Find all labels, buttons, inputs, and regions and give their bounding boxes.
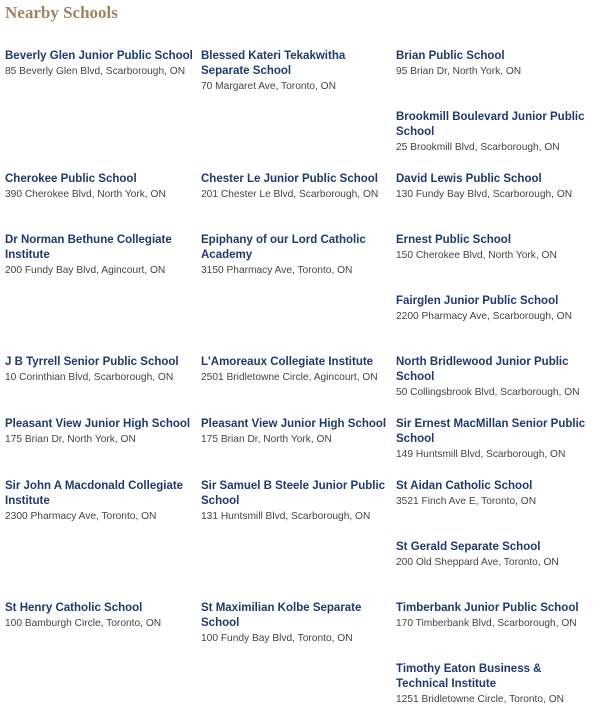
school-name-link[interactable]: Fairglen Junior Public School [396, 295, 559, 307]
school-address: 1251 Bridletowne Circle, Toronto, ON [396, 694, 564, 705]
school-address: 175 Brian Dr, North York, ON [201, 434, 332, 445]
school-item [201, 355, 393, 385]
school-item [5, 172, 197, 202]
school-item [396, 540, 588, 570]
school-name-link[interactable]: Dr Norman Bethune Collegiate Institute [5, 234, 172, 261]
school-address: 85 Beverly Glen Blvd, Scarborough, ON [5, 66, 186, 77]
school-address: 2200 Pharmacy Ave, Scarborough, ON [396, 311, 572, 322]
school-address: 25 Brookmill Blvd, Scarborough, ON [396, 142, 560, 153]
school-address: 100 Fundy Bay Blvd, Toronto, ON [201, 633, 353, 644]
school-address: 200 Fundy Bay Blvd, Agincourt, ON [5, 265, 166, 276]
school-name-link[interactable]: J B Tyrrell Senior Public School [5, 356, 179, 368]
school-name-link[interactable]: Brian Public School [396, 50, 505, 62]
school-name-link[interactable]: St Maximilian Kolbe Separate School [201, 602, 362, 629]
school-name-link[interactable]: Brookmill Boulevard Junior Public School [396, 111, 585, 138]
school-address: 390 Cherokee Blvd, North York, ON [5, 189, 166, 200]
school-item [5, 417, 197, 447]
school-name-link[interactable]: St Henry Catholic School [5, 602, 143, 614]
school-address: 70 Margaret Ave, Toronto, ON [201, 81, 336, 92]
school-item [396, 172, 588, 202]
school-item [5, 479, 197, 524]
school-address: 149 Huntsmill Blvd, Scarborough, ON [396, 449, 566, 460]
school-name-link[interactable]: Cherokee Public School [5, 173, 137, 185]
school-item [396, 479, 588, 509]
school-name-link[interactable]: David Lewis Public School [396, 173, 542, 185]
school-item [5, 355, 197, 385]
school-item [5, 49, 197, 79]
school-address: 100 Bamburgh Circle, Toronto, ON [5, 618, 162, 629]
school-name-link[interactable]: Pleasant View Junior High School [5, 418, 191, 430]
school-item [396, 662, 588, 707]
school-item [396, 355, 588, 400]
school-address: 3150 Pharmacy Ave, Toronto, ON [201, 265, 353, 276]
school-item [396, 417, 588, 462]
school-address: 175 Brian Dr, North York, ON [5, 434, 136, 445]
school-address: 150 Cherokee Blvd, North York, ON [396, 250, 557, 261]
school-name-link[interactable]: Blessed Kateri Tekakwitha Separate School [201, 50, 346, 77]
school-address: 131 Huntsmill Blvd, Scarborough, ON [201, 511, 371, 522]
school-address: 200 Old Sheppard Ave, Toronto, ON [396, 557, 559, 568]
school-item [201, 479, 393, 524]
school-name-link[interactable]: North Bridlewood Junior Public School [396, 356, 569, 383]
school-name-link[interactable]: L'Amoreaux Collegiate Institute [201, 356, 374, 368]
school-address: 3521 Finch Ave E, Toronto, ON [396, 496, 537, 507]
school-name-link[interactable]: Chester Le Junior Public School [201, 173, 379, 185]
school-address: 50 Collingsbrook Blvd, Scarborough, ON [396, 387, 580, 398]
school-name-link[interactable]: St Gerald Separate School [396, 541, 541, 553]
school-name-link[interactable]: Timothy Eaton Business & Technical Institute [396, 663, 542, 690]
school-name-link[interactable]: Sir Ernest MacMillan Senior Public School [396, 418, 586, 445]
school-item [396, 601, 588, 631]
school-address: 170 Timberbank Blvd, Scarborough, ON [396, 618, 577, 629]
school-item [201, 601, 393, 646]
school-item [5, 233, 197, 278]
school-item [201, 49, 393, 94]
school-item [201, 172, 393, 202]
school-item [396, 233, 588, 263]
school-name-link[interactable]: Beverly Glen Junior Public School [5, 50, 193, 62]
school-name-link[interactable]: Epiphany of our Lord Catholic Academy [201, 234, 366, 261]
school-name-link[interactable]: Timberbank Junior Public School [396, 602, 579, 614]
school-address: 2300 Pharmacy Ave, Toronto, ON [5, 511, 157, 522]
school-item [201, 233, 393, 278]
school-name-link[interactable]: Sir John A Macdonald Collegiate Institute [5, 480, 184, 507]
school-address: 2501 Bridletowne Circle, Agincourt, ON [201, 372, 378, 383]
school-item [396, 110, 588, 155]
school-address: 95 Brian Dr, North York, ON [396, 66, 522, 77]
school-item [201, 417, 393, 447]
school-address: 10 Corinthian Blvd, Scarborough, ON [5, 372, 174, 383]
school-item [5, 601, 197, 631]
school-name-link[interactable]: St Aidan Catholic School [396, 480, 533, 492]
school-address: 130 Fundy Bay Blvd, Scarborough, ON [396, 189, 573, 200]
school-name-link[interactable]: Ernest Public School [396, 234, 512, 246]
section-heading: Nearby Schools [5, 3, 118, 22]
school-address: 201 Chester Le Blvd, Scarborough, ON [201, 189, 379, 200]
school-name-link[interactable]: Pleasant View Junior High School [201, 418, 387, 430]
school-item [396, 49, 588, 79]
school-name-link[interactable]: Sir Samuel B Steele Junior Public School [201, 480, 386, 507]
school-item [396, 294, 588, 324]
